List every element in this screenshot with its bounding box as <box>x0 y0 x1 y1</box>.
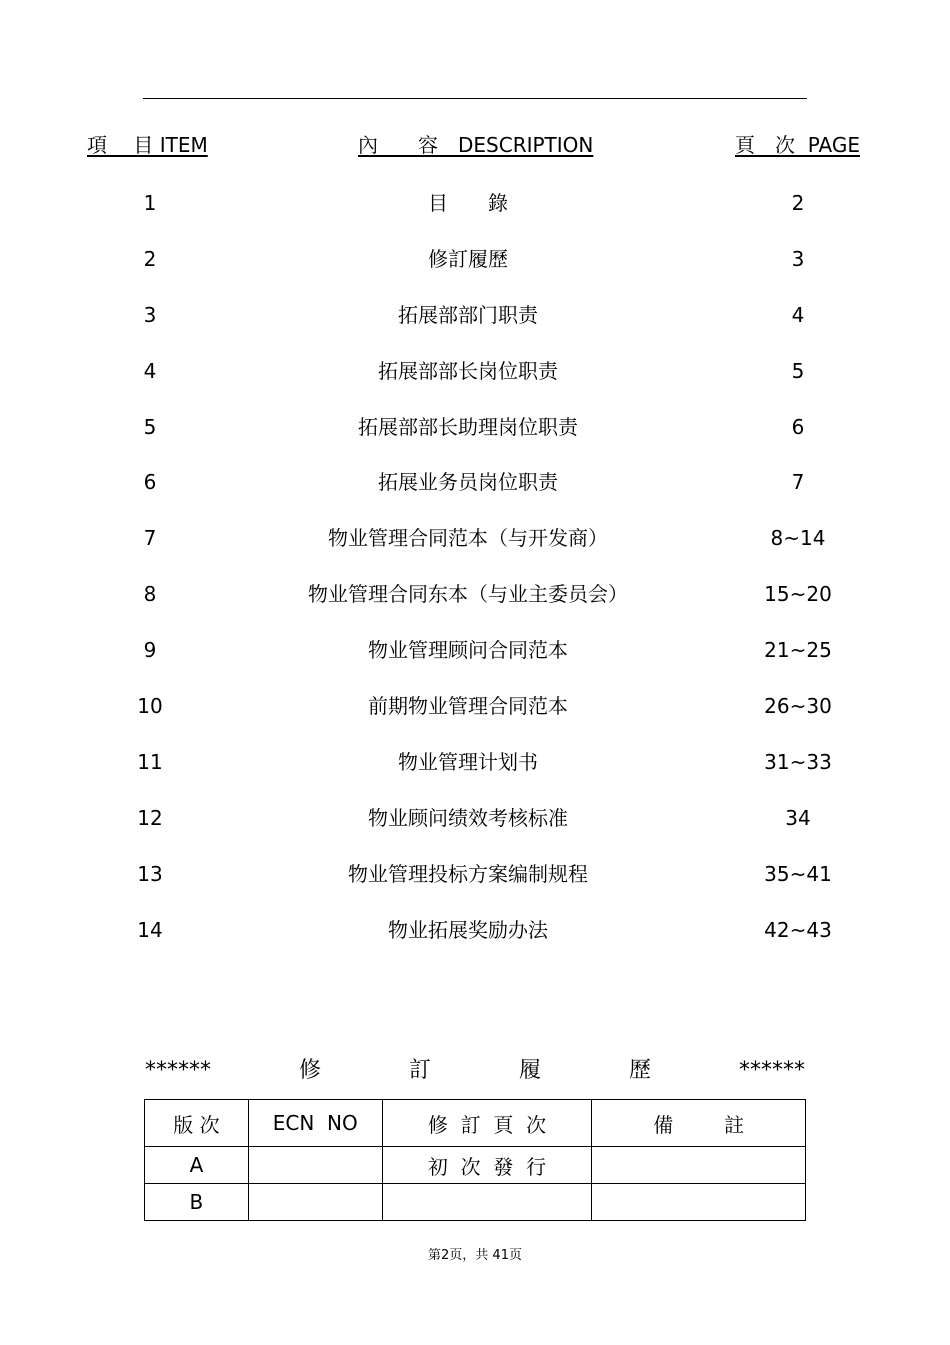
toc-page: 15~20 <box>764 582 832 606</box>
toc-number: 13 <box>137 862 163 886</box>
column-header-ecn-no: ECN NO <box>248 1100 382 1147</box>
table-cell <box>248 1184 382 1221</box>
table-cell <box>382 1184 592 1221</box>
toc-number: 10 <box>137 694 163 718</box>
toc-row <box>0 803 950 833</box>
page-footer: 第2页，共 41页 <box>428 1248 522 1263</box>
revision-history-title <box>145 1056 805 1086</box>
table-row <box>145 1147 806 1184</box>
toc-description: 目 錄 <box>428 191 508 215</box>
toc-number: 11 <box>137 750 163 774</box>
toc-description: 拓展部部门职责 <box>398 303 538 327</box>
top-rule <box>143 98 807 99</box>
toc-number: 2 <box>143 247 157 271</box>
revision-title-stars-right: ****** <box>738 1058 805 1083</box>
revision-table <box>144 1099 806 1221</box>
table-cell: 初 次 發 行 <box>382 1147 592 1184</box>
toc-number: 9 <box>143 638 157 662</box>
toc-page: 34 <box>785 806 811 830</box>
toc-description: 物业顾问绩效考核标准 <box>368 806 568 830</box>
toc-description: 物业管理顾问合同范本 <box>368 638 568 662</box>
toc-page: 26~30 <box>764 694 832 718</box>
toc-row <box>0 412 950 442</box>
toc-number: 3 <box>143 303 157 327</box>
toc-row <box>0 300 950 330</box>
toc-page: 31~33 <box>764 750 832 774</box>
table-cell <box>592 1184 806 1221</box>
toc-page: 5 <box>791 359 805 383</box>
toc-row <box>0 579 950 609</box>
toc-page: 21~25 <box>764 638 832 662</box>
toc-number: 12 <box>137 806 163 830</box>
toc-row <box>0 467 950 497</box>
toc-description: 物业拓展奖励办法 <box>388 918 548 942</box>
revision-title-char: 履 <box>518 1058 541 1083</box>
table-row <box>145 1184 806 1221</box>
toc-description: 物业管理计划书 <box>398 750 538 774</box>
header-page: 頁 次 PAGE <box>735 133 860 157</box>
table-cell <box>248 1147 382 1184</box>
toc-number: 8 <box>143 582 157 606</box>
table-cell: A <box>145 1147 249 1184</box>
toc-row <box>0 356 950 386</box>
toc-page: 3 <box>791 247 805 271</box>
column-header-version: 版 次 <box>145 1100 249 1147</box>
revision-title-stars-left: ****** <box>145 1058 211 1083</box>
toc-row <box>0 859 950 889</box>
toc-row <box>0 747 950 777</box>
toc-row <box>0 244 950 274</box>
toc-row <box>0 635 950 665</box>
header-description: 內 容 DESCRIPTION <box>358 133 594 157</box>
toc-number: 5 <box>143 415 157 439</box>
toc-page: 42~43 <box>764 918 832 942</box>
revision-title-char: 修 <box>298 1058 321 1083</box>
toc-page: 6 <box>791 415 805 439</box>
column-header-revised-pages: 修 訂 頁 次 <box>382 1100 592 1147</box>
toc-description: 物业管理合同东本（与业主委员会） <box>308 582 628 606</box>
toc-description: 修訂履歷 <box>428 247 508 271</box>
toc-row <box>0 523 950 553</box>
toc-page: 2 <box>791 191 805 215</box>
toc-description: 前期物业管理合同范本 <box>368 694 568 718</box>
toc-description: 拓展部部长岗位职责 <box>378 359 558 383</box>
table-cell <box>592 1147 806 1184</box>
toc-number: 1 <box>143 191 157 215</box>
toc-description: 物业管理合同范本（与开发商） <box>328 526 608 550</box>
table-cell: B <box>145 1184 249 1221</box>
toc-page: 35~41 <box>764 862 832 886</box>
toc-number: 7 <box>143 526 157 550</box>
toc-page: 7 <box>791 470 805 494</box>
toc-row <box>0 188 950 218</box>
revision-table-header <box>145 1100 806 1147</box>
header-item: 項 目 ITEM <box>87 133 208 157</box>
toc-description: 拓展业务员岗位职责 <box>378 470 558 494</box>
toc-page: 4 <box>791 303 805 327</box>
revision-title-char: 歷 <box>628 1058 651 1083</box>
toc-description: 物业管理投标方案编制规程 <box>348 862 588 886</box>
toc-number: 6 <box>143 470 157 494</box>
column-header-remarks: 備 註 <box>592 1100 806 1147</box>
toc-page: 8~14 <box>770 526 826 550</box>
toc-row <box>0 691 950 721</box>
revision-title-char: 訂 <box>408 1058 431 1083</box>
toc-number: 4 <box>143 359 157 383</box>
toc-number: 14 <box>137 918 163 942</box>
toc-description: 拓展部部长助理岗位职责 <box>358 415 578 439</box>
toc-row <box>0 915 950 945</box>
